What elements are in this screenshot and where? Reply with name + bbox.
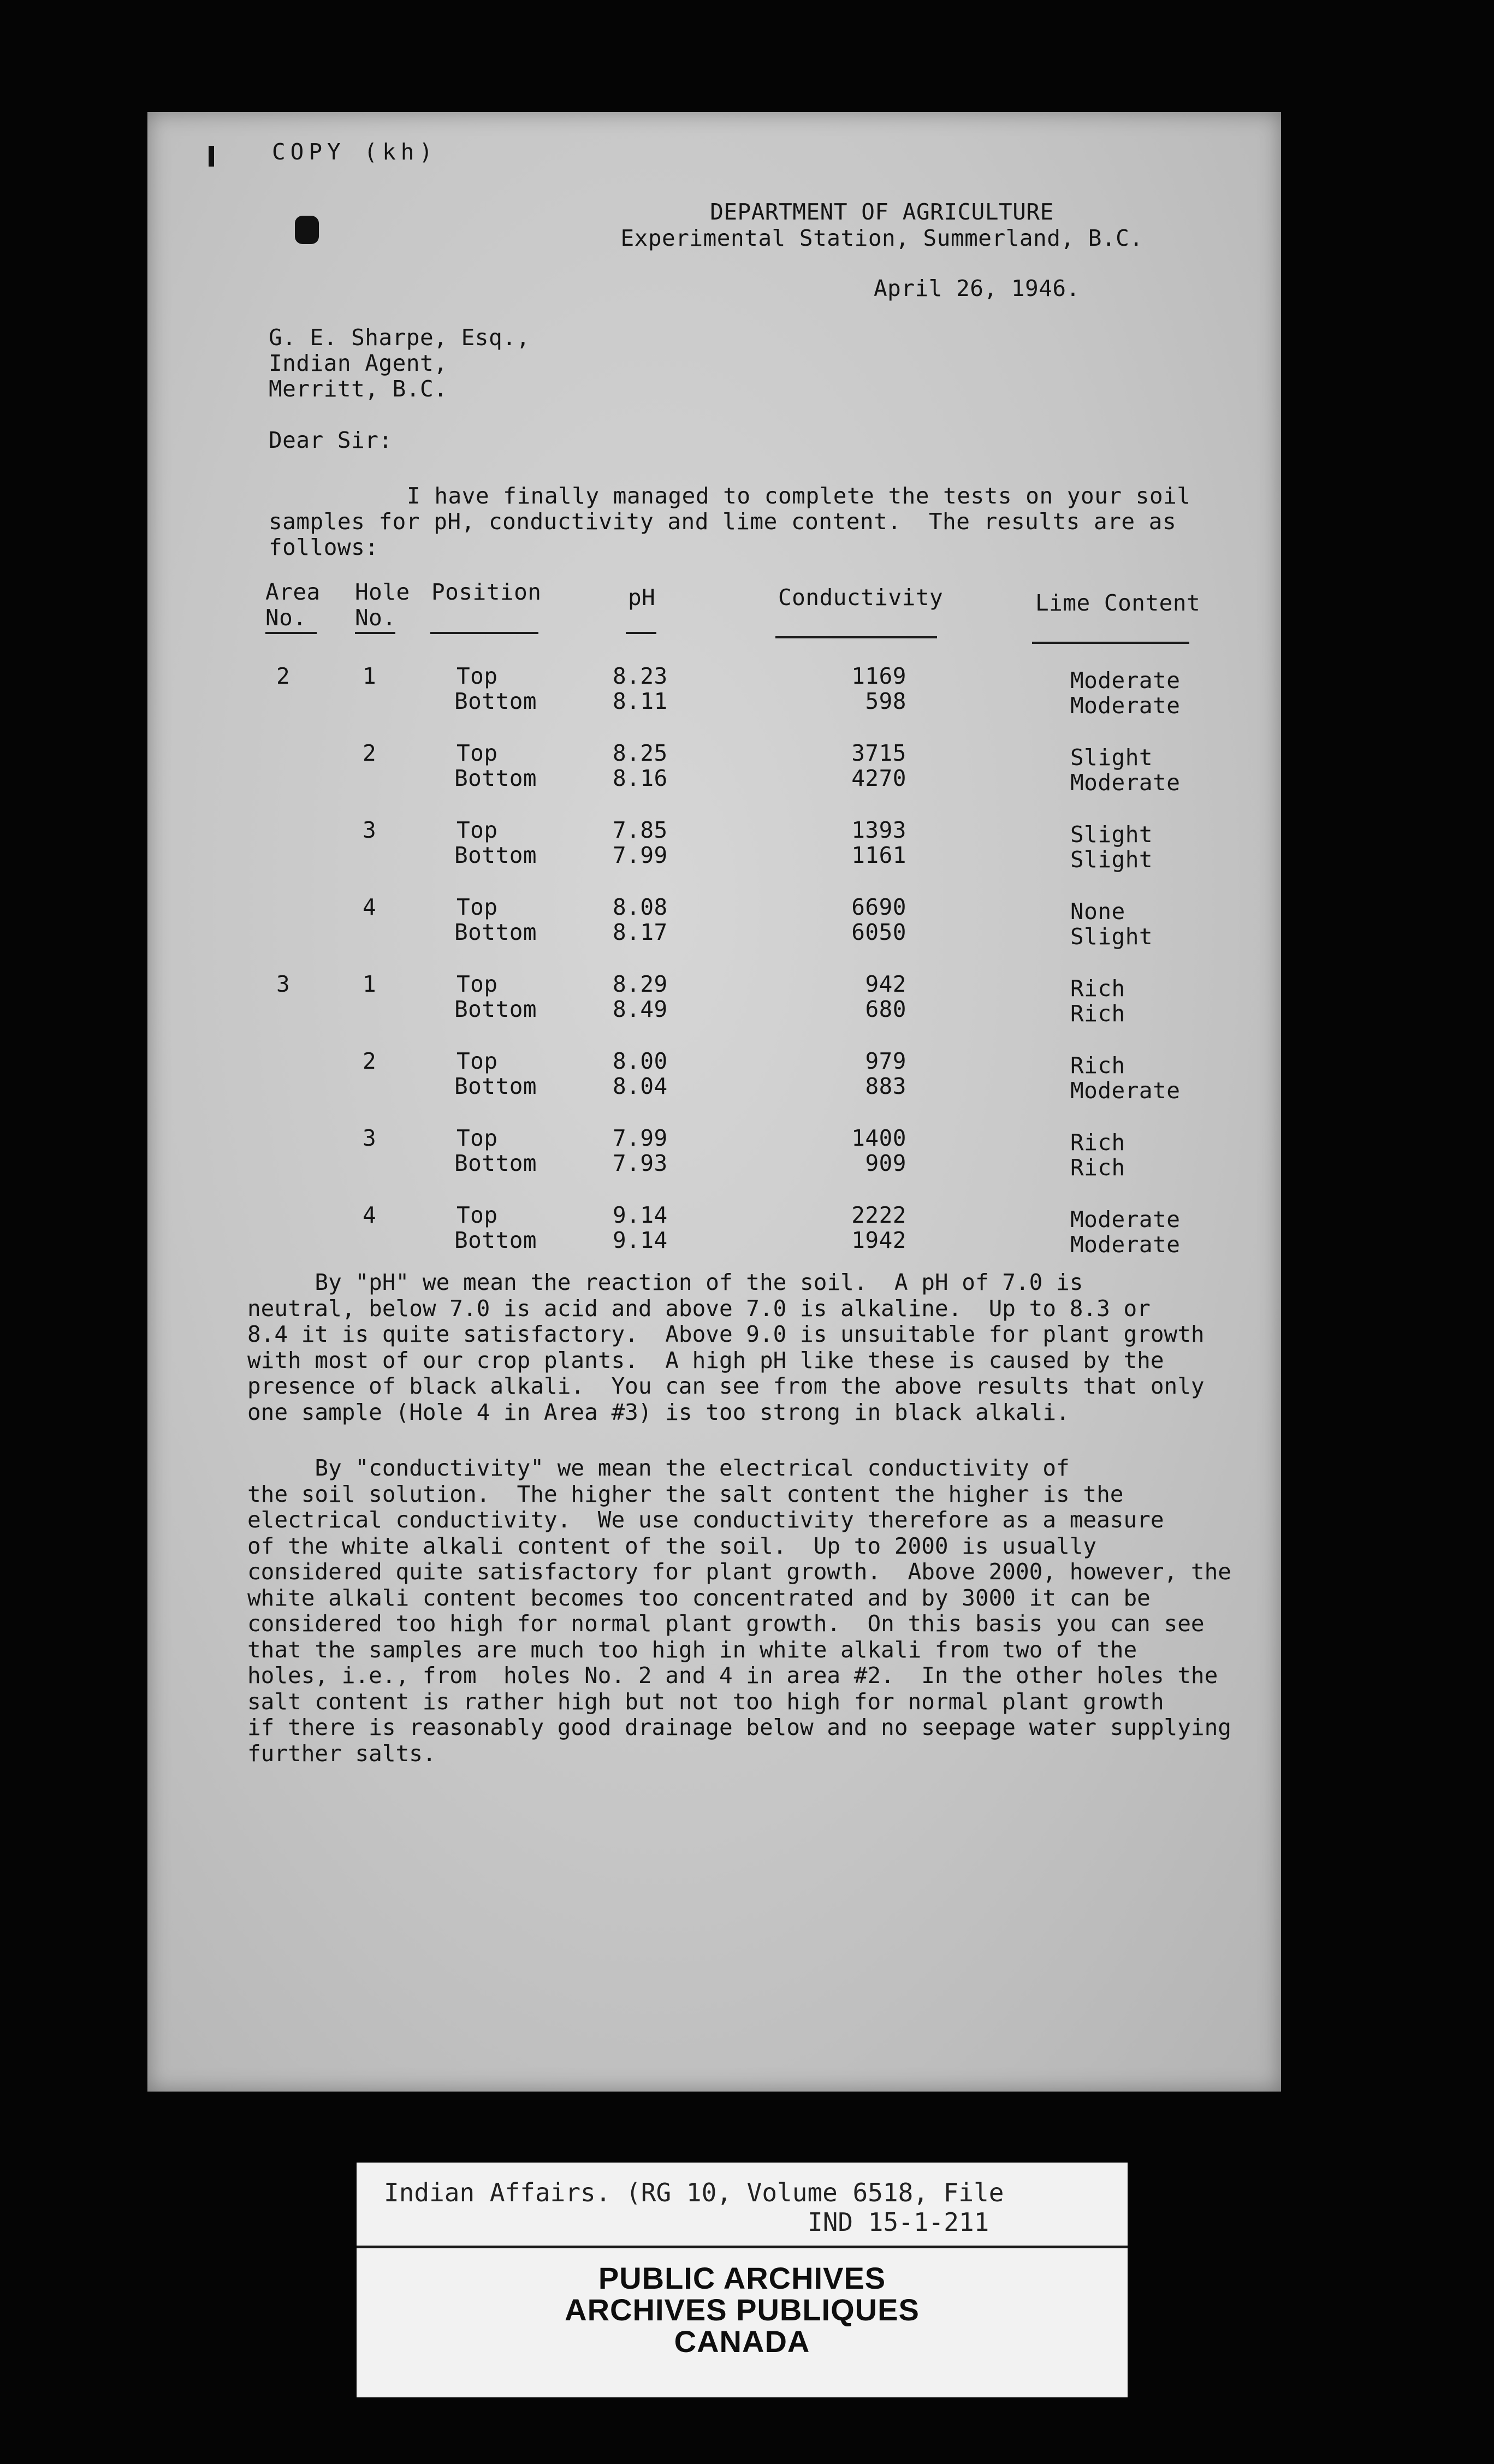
- cell-lime: None: [1070, 898, 1125, 925]
- cell-position: Bottom: [454, 996, 537, 1022]
- cell-hole: 4: [363, 1202, 377, 1228]
- cell-lime: Slight: [1070, 923, 1153, 950]
- header-hole-no: No.: [355, 605, 396, 631]
- header-underline: [265, 632, 317, 634]
- archive-file-number: IND 15-1-211: [808, 2207, 989, 2237]
- header-underline: [355, 632, 395, 634]
- archive-label: [357, 2163, 1128, 2397]
- cell-cond: 680: [865, 996, 906, 1022]
- cell-ph: 8.49: [613, 996, 668, 1022]
- cell-cond: 1161: [851, 842, 906, 868]
- label-divider: [357, 2246, 1128, 2248]
- cell-ph: 8.11: [613, 688, 668, 714]
- cell-area: 2: [276, 663, 290, 689]
- cell-ph: 7.85: [613, 817, 668, 843]
- cell-lime: Rich: [1070, 1052, 1125, 1079]
- paragraph-line: if there is reasonably good drainage below and no seepage water supplying: [247, 1714, 1231, 1740]
- paragraph-line: By "conductivity" we mean the electrical conductivity of: [247, 1455, 1070, 1481]
- header-conductivity: Conductivity: [778, 584, 944, 611]
- archive-stamp-line: CANADA: [674, 2324, 810, 2359]
- intro-line: samples for pH, conductivity and lime content. The results are as: [269, 508, 1177, 535]
- cell-position: Bottom: [454, 765, 537, 791]
- cell-ph: 8.25: [613, 740, 668, 766]
- header-area-no: No.: [265, 605, 307, 631]
- cell-cond: 909: [865, 1150, 906, 1176]
- cell-lime: Slight: [1070, 846, 1153, 873]
- intro-line: follows:: [269, 534, 379, 560]
- paragraph-line: By "pH" we mean the reaction of the soil. A pH of 7.0 is: [247, 1269, 1083, 1295]
- cell-ph: 8.23: [613, 663, 668, 689]
- cell-ph: 8.16: [613, 765, 668, 791]
- cell-lime: Moderate: [1070, 1231, 1181, 1258]
- paragraph-line: neutral, below 7.0 is acid and above 7.0 is alkaline. Up to 8.3 or: [247, 1295, 1151, 1322]
- cell-cond: 1169: [851, 663, 906, 689]
- header-area: Area: [265, 579, 321, 605]
- paragraph-line: with most of our crop plants. A high pH like these is caused by the: [247, 1347, 1164, 1373]
- cell-hole: 1: [363, 663, 377, 689]
- cell-position: Top: [456, 663, 498, 689]
- header-underline: [1032, 642, 1189, 644]
- cell-position: Bottom: [454, 1227, 537, 1253]
- archive-stamp-line: PUBLIC ARCHIVES: [598, 2261, 886, 2295]
- cell-cond: 1393: [851, 817, 906, 843]
- salutation: Dear Sir:: [269, 427, 393, 453]
- cell-lime: Rich: [1070, 1129, 1125, 1156]
- cell-position: Bottom: [454, 688, 537, 714]
- ink-blot: [295, 216, 319, 244]
- paragraph-line: further salts.: [247, 1740, 436, 1767]
- margin-mark: [209, 146, 214, 167]
- paragraph-line: presence of black alkali. You can see from the above results that only: [247, 1373, 1205, 1399]
- cell-hole: 4: [363, 894, 377, 920]
- cell-position: Top: [456, 894, 498, 920]
- cell-ph: 7.99: [613, 842, 668, 868]
- header-underline: [626, 632, 656, 634]
- cell-hole: 3: [363, 817, 377, 843]
- cell-position: Top: [456, 1048, 498, 1074]
- document-page: [147, 112, 1281, 2092]
- cell-position: Bottom: [454, 842, 537, 868]
- cell-cond: 4270: [851, 765, 906, 791]
- cell-cond: 1400: [851, 1125, 906, 1151]
- cell-position: Top: [456, 971, 498, 997]
- addressee-line: Merritt, B.C.: [269, 376, 448, 402]
- letter-date: April 26, 1946.: [874, 275, 1080, 301]
- paragraph-line: holes, i.e., from holes No. 2 and 4 in area #2. In the other holes the: [247, 1662, 1218, 1689]
- cell-cond: 942: [865, 971, 906, 997]
- cell-position: Top: [456, 1202, 498, 1228]
- cell-ph: 9.14: [613, 1227, 668, 1253]
- cell-lime: Slight: [1070, 744, 1153, 771]
- cell-cond: 6690: [851, 894, 906, 920]
- cell-cond: 6050: [851, 919, 906, 945]
- cell-ph: 9.14: [613, 1202, 668, 1228]
- cell-cond: 598: [865, 688, 906, 714]
- header-underline: [775, 636, 937, 638]
- cell-hole: 2: [363, 740, 377, 766]
- cell-cond: 1942: [851, 1227, 906, 1253]
- station-line: Experimental Station, Summerland, B.C.: [620, 225, 1143, 251]
- department-title: DEPARTMENT OF AGRICULTURE: [710, 199, 1054, 225]
- cell-cond: 2222: [851, 1202, 906, 1228]
- intro-line: I have finally managed to complete the tests on your soil: [407, 483, 1191, 509]
- cell-hole: 2: [363, 1048, 377, 1074]
- paragraph-line: that the samples are much too high in white alkali from two of the: [247, 1636, 1137, 1663]
- cell-ph: 8.04: [613, 1073, 668, 1099]
- paragraph-line: electrical conductivity. We use conductivity therefore as a measure: [247, 1507, 1164, 1533]
- cell-lime: Moderate: [1070, 1206, 1181, 1233]
- cell-lime: Moderate: [1070, 692, 1181, 719]
- cell-ph: 8.29: [613, 971, 668, 997]
- paragraph-line: white alkali content becomes too concentrated and by 3000 it can be: [247, 1584, 1151, 1611]
- paragraph-line: the soil solution. The higher the salt content the higher is the: [247, 1480, 1124, 1507]
- cell-ph: 7.93: [613, 1150, 668, 1176]
- header-hole: Hole: [355, 579, 410, 605]
- addressee-line: G. E. Sharpe, Esq.,: [269, 324, 530, 351]
- cell-cond: 3715: [851, 740, 906, 766]
- archive-stamp-line: ARCHIVES PUBLIQUES: [565, 2293, 920, 2327]
- paragraph-line: 8.4 it is quite satisfactory. Above 9.0 is unsuitable for plant growth: [247, 1321, 1205, 1347]
- cell-ph: 7.99: [613, 1125, 668, 1151]
- cell-lime: Rich: [1070, 1000, 1125, 1027]
- header-underline: [430, 632, 538, 634]
- header-ph: pH: [628, 584, 656, 611]
- addressee-line: Indian Agent,: [269, 350, 448, 376]
- archive-reference: Indian Affairs. (RG 10, Volume 6518, File: [384, 2178, 1004, 2207]
- paragraph-line: considered quite satisfactory for plant growth. Above 2000, however, the: [247, 1559, 1231, 1585]
- cell-ph: 8.00: [613, 1048, 668, 1074]
- paragraph-line: of the white alkali content of the soil. Up to 2000 is usually: [247, 1532, 1097, 1559]
- cell-position: Bottom: [454, 1073, 537, 1099]
- cell-cond: 883: [865, 1073, 906, 1099]
- cell-position: Bottom: [454, 919, 537, 945]
- header-position: Position: [431, 579, 542, 605]
- paragraph-line: salt content is rather high but not too high for normal plant growth: [247, 1688, 1164, 1715]
- cell-lime: Moderate: [1070, 667, 1181, 694]
- cell-lime: Moderate: [1070, 1077, 1181, 1104]
- cell-lime: Rich: [1070, 1154, 1125, 1181]
- paragraph-line: considered too high for normal plant growth. On this basis you can see: [247, 1610, 1205, 1637]
- cell-lime: Slight: [1070, 821, 1153, 848]
- header-lime-content: Lime Content: [1035, 590, 1201, 616]
- cell-hole: 3: [363, 1125, 377, 1151]
- cell-ph: 8.08: [613, 894, 668, 920]
- cell-position: Top: [456, 740, 498, 766]
- copy-mark: COPY (kh): [272, 139, 438, 165]
- cell-ph: 8.17: [613, 919, 668, 945]
- cell-hole: 1: [363, 971, 377, 997]
- cell-lime: Rich: [1070, 975, 1125, 1002]
- paragraph-line: one sample (Hole 4 in Area #3) is too strong in black alkali.: [247, 1399, 1070, 1425]
- cell-lime: Moderate: [1070, 769, 1181, 796]
- conductivity-explanation-paragraph: [247, 1455, 1231, 1767]
- cell-area: 3: [276, 971, 290, 997]
- cell-cond: 979: [865, 1048, 906, 1074]
- ph-explanation-paragraph: [247, 1270, 1205, 1425]
- cell-position: Bottom: [454, 1150, 537, 1176]
- cell-position: Top: [456, 817, 498, 843]
- cell-position: Top: [456, 1125, 498, 1151]
